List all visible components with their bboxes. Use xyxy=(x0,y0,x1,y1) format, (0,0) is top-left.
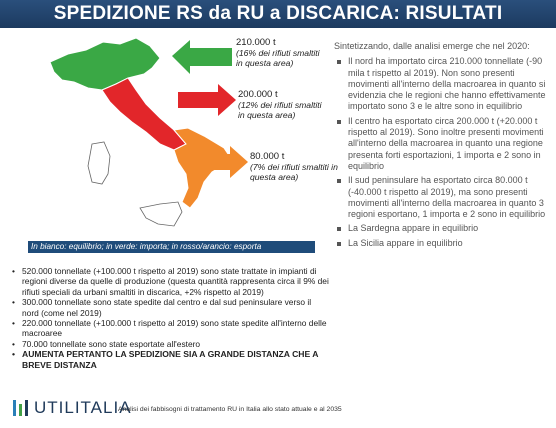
centre-value: 200.000 t xyxy=(238,89,278,100)
centre-region xyxy=(102,78,186,150)
summary-item: Il sud peninsulare ha esportato circa 80.000 t (-40.000 t rispetto al 2019), ma sono presenti movimenti all'interno della macroarea in quanto 3 regioni esportano, 1 importa e 2 sono in equilibrio xyxy=(334,175,546,220)
utilitalia-logo xyxy=(12,398,132,418)
arrow-label-south xyxy=(250,152,338,182)
south-note: (7% dei rifiuti smaltiti in questa area) xyxy=(250,162,338,182)
list-item: • 520.000 tonnellate (+100.000 t rispetto al 2019) sono state trattate in impianti di regioni diverse da quelle di produzione (questa quantità rappresenta circa il 9% dei rifiuti speciali da urbani smaltiti in discarica, +2% rispetto al 2019) xyxy=(8,266,330,297)
arrow-label-centre xyxy=(238,90,328,120)
list-item: • 220.000 tonnellate (+100.000 t rispetto al 2019) sono state spedite all'interno delle macroaree xyxy=(8,318,330,339)
north-note: (16% dei rifiuti smaltiti in questa area) xyxy=(236,48,320,68)
summary-item: Il nord ha importato circa 210.000 tonnellate (-90 mila t rispetto al 2019). Non sono presenti movimenti all'interno della macroarea in quanto si evidenzia che le regioni che hanno effettivamente importato sono 3 e le altre sono in equilibrio xyxy=(334,56,546,112)
north-region xyxy=(50,38,160,90)
summary-item: Il centro ha esportato circa 200.000 t (+20.000 t rispetto al 2019). Sono inoltre presenti movimenti all'interno della macroarea in quanto una regione presenta forti esportazioni, 1 importa e 2 sono in equilibrio xyxy=(334,116,546,172)
summary-list xyxy=(334,56,546,249)
footer-note: Analisi dei fabbisogni di trattamento RU in Italia allo stato attuale e al 2035 xyxy=(118,406,342,413)
sardinia xyxy=(88,142,110,184)
south-value: 80.000 t xyxy=(250,151,285,162)
red-arrow xyxy=(178,84,236,116)
sicily xyxy=(140,202,182,226)
title-bar xyxy=(0,0,556,28)
italy-map xyxy=(28,32,338,240)
summary-intro: Sintetizzando, dalle analisi emerge che nel 2020: xyxy=(334,41,530,51)
map-caption: In bianco: equilibrio; in verde: importa; in rosso/arancio: esporta xyxy=(28,241,315,253)
summary-panel xyxy=(334,41,546,252)
list-item-highlight: • AUMENTA PERTANTO LA SPEDIZIONE SIA A GRANDE DISTANZA CHE A BREVE DISTANZA xyxy=(8,349,330,370)
green-arrow xyxy=(172,40,232,74)
page-title: SPEDIZIONE RS da RU a DISCARICA: RISULTATI xyxy=(53,3,503,24)
logo-text: UTILITALIA xyxy=(34,398,132,417)
list-item: • 70.000 tonnellate sono state esportate all'estero xyxy=(8,339,330,349)
north-value: 210.000 t xyxy=(236,37,276,48)
logo-icon xyxy=(12,398,30,418)
list-item: • 300.000 tonnellate sono state spedite dal centro e dal sud peninsulare verso il nord (come nel 2019) xyxy=(8,297,330,318)
arrow-label-north xyxy=(236,38,326,68)
left-bullet-list xyxy=(8,266,330,370)
summary-item: La Sardegna appare in equilibrio xyxy=(334,223,546,234)
centre-note: (12% dei rifiuti smaltiti in questa area) xyxy=(238,100,322,120)
summary-item: La Sicilia appare in equilibrio xyxy=(334,238,546,249)
